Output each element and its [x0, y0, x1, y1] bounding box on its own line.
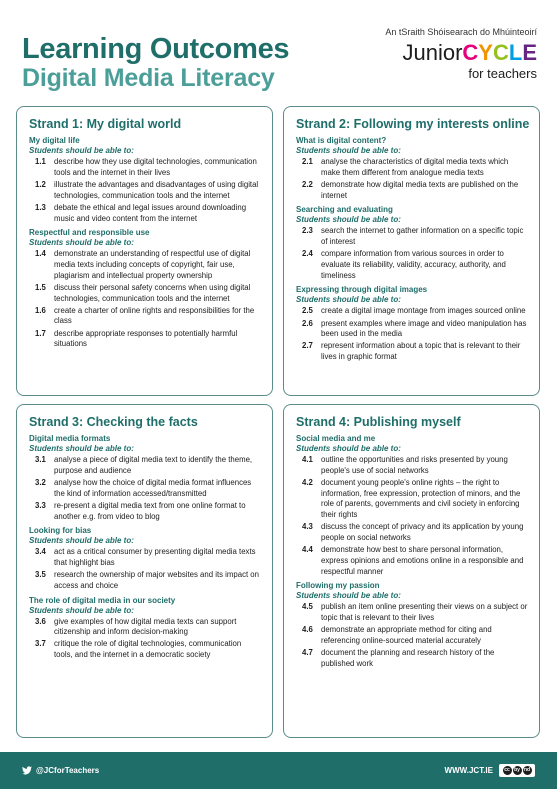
- learning-outcome: [29, 639, 262, 660]
- outcome-number: 4.2: [302, 477, 313, 487]
- section-subheading: Students should be able to:: [296, 215, 401, 225]
- logo-letter: E: [522, 40, 537, 65]
- outcome-number: 2.7: [302, 341, 313, 351]
- outcome-number: 3.1: [35, 455, 46, 464]
- outcome-text: demonstrate an appropriate method for citing and referencing online-sourced material accurately: [321, 625, 492, 645]
- outcome-text: demonstrate an understanding of respectful use of digital media texts including concepts of copyright, fair use, plagiarism and intellectual property ownership: [54, 249, 251, 280]
- learning-outcome: [296, 180, 529, 201]
- outcome-text: analyse a piece of digital media text to identify the theme, purpose and audience: [54, 455, 253, 475]
- outcome-number: 4.7: [302, 648, 313, 658]
- outcome-text: document young people's online rights – the right to information, free expression, protection of minors, and the role of parents, governments and civil society in enforcing their rights: [321, 477, 521, 520]
- outcome-text: describe how they use digital technologies, communication tools and the internet in their lives: [54, 157, 257, 177]
- section-subheading: Students should be able to:: [29, 238, 134, 248]
- outcome-number: 2.1: [302, 157, 313, 166]
- outcome-number: 3.3: [35, 500, 46, 510]
- section-subheading: Students should be able to:: [29, 444, 134, 453]
- outcome-text: research the ownership of major websites and its impact on access and choice: [54, 570, 259, 590]
- learning-outcome: [29, 478, 262, 499]
- outcome-number: 1.2: [35, 179, 46, 189]
- section-subheading: Students should be able to:: [29, 536, 134, 546]
- learning-outcome: [29, 570, 262, 591]
- learning-outcome: [29, 203, 262, 224]
- learning-outcome: [29, 455, 262, 476]
- learning-outcome: [296, 157, 529, 178]
- outcome-number: 2.4: [302, 249, 313, 259]
- outcome-text: document the planning and research history of the published work: [321, 648, 495, 668]
- strand-panel: [16, 106, 273, 396]
- strand-panel: [283, 106, 540, 396]
- outcome-number: 2.5: [302, 306, 313, 316]
- outcome-number: 4.5: [302, 602, 313, 612]
- strand-title: Strand 4: Publishing myself: [296, 415, 461, 429]
- section-title: What is digital content?: [296, 136, 387, 145]
- learning-outcome: [296, 625, 529, 646]
- outcome-text: analyse how the choice of digital media format influences the kind of information accessed/transmitted: [54, 477, 252, 498]
- section-subheading: Students should be able to:: [296, 591, 401, 601]
- junior-cycle-logo[interactable]: [377, 26, 537, 86]
- learning-outcome: [296, 648, 529, 669]
- learning-outcome: [296, 602, 529, 623]
- outcome-number: 3.6: [35, 616, 46, 626]
- license-by-icon: by: [514, 767, 520, 773]
- website-link[interactable]: WWW.JCT.IE: [444, 766, 493, 775]
- outcome-text: compare information from various sources in order to evaluate its reliability, validity, accuracy, authority, and timeliness: [321, 249, 506, 280]
- outcome-text: discuss their personal safety concerns when using digital technologies, communication tools and the internet: [54, 282, 251, 303]
- strand-title: Strand 1: My digital world: [29, 117, 182, 131]
- logo-wordmark: [377, 40, 537, 66]
- outcome-text: give examples of how digital media texts can support citizenship and inform decision-making: [54, 616, 237, 637]
- license-nd-icon: nd: [523, 767, 531, 773]
- page-header: [0, 0, 557, 104]
- logo-letter: C: [492, 40, 509, 65]
- learning-outcome: [29, 329, 262, 350]
- outcome-text: demonstrate how digital media texts are published on the internet: [321, 179, 519, 200]
- strand-title: Strand 3: Checking the facts: [29, 415, 198, 429]
- logo-irish-text: An tSraith Shóisearach do Mhúinteoirí: [385, 27, 537, 37]
- section-title: Social media and me: [296, 434, 376, 443]
- section-subheading: Students should be able to:: [29, 146, 134, 155]
- strand-panel: [283, 404, 540, 738]
- outcome-text: describe appropriate responses to potentially harmful situations: [54, 328, 238, 349]
- section-subheading: Students should be able to:: [29, 605, 134, 615]
- outcome-text: discuss the concept of privacy and its application by young people on social networks: [321, 522, 524, 542]
- outcome-text: act as a critical consumer by presenting digital media texts that highlight bias: [54, 547, 256, 567]
- learning-outcome: [29, 180, 262, 201]
- outcome-number: 4.1: [302, 455, 313, 464]
- learning-outcome: [296, 306, 529, 317]
- section-title: The role of digital media in our society: [29, 595, 176, 605]
- strand-panel: [16, 404, 273, 738]
- outcome-number: 4.3: [302, 522, 313, 532]
- learning-outcome: [296, 478, 529, 521]
- page-subtitle: Digital Media Literacy: [22, 64, 275, 92]
- outcome-text: outline the opportunities and risks presented by young people's use of social networks: [321, 455, 508, 475]
- outcome-text: create a digital image montage from images sourced online: [321, 306, 526, 316]
- outcome-number: 1.3: [35, 202, 46, 212]
- section-title: Looking for bias: [29, 526, 92, 536]
- outcome-number: 3.5: [35, 570, 46, 580]
- page-title: Learning Outcomes: [22, 33, 290, 65]
- outcome-number: 2.2: [302, 179, 313, 189]
- outcome-text: represent information about a topic that is relevant to their lives in graphic format: [321, 341, 521, 362]
- outcome-number: 2.6: [302, 318, 313, 328]
- outcome-number: 2.3: [302, 226, 313, 236]
- learning-outcome: [296, 545, 529, 577]
- outcome-text: publish an item online presenting their views on a subject or topic that is relevant to their lives: [321, 602, 528, 622]
- section-title: My digital life: [29, 136, 80, 145]
- logo-letter: C: [462, 40, 479, 65]
- twitter-handle[interactable]: [22, 765, 99, 776]
- section-subheading: Students should be able to:: [296, 444, 401, 453]
- outcome-text: illustrate the advantages and disadvantages of using digital technologies, communication tools and the internet: [54, 179, 259, 200]
- section-subheading: Students should be able to:: [296, 146, 401, 155]
- creative-commons-license-icon: [499, 764, 535, 777]
- logo-for-teachers: for teachers: [468, 66, 537, 81]
- learning-outcome: [29, 501, 262, 522]
- outcome-text: present examples where image and video manipulation has been used in the media: [321, 318, 527, 339]
- outcome-number: 1.6: [35, 305, 46, 315]
- outcome-number: 1.5: [35, 282, 46, 292]
- learning-outcome: [296, 319, 529, 340]
- outcome-text: demonstrate how best to share personal information, express opinions and emotions online in a responsible and respectful manner: [321, 545, 524, 576]
- logo-junior: Junior: [402, 40, 463, 65]
- learning-outcome: [296, 226, 529, 247]
- outcome-number: 4.4: [302, 545, 313, 555]
- outcome-number: 4.6: [302, 625, 313, 635]
- section-title: Searching and evaluating: [296, 205, 393, 215]
- section-title: Expressing through digital images: [296, 285, 428, 295]
- twitter-icon: [22, 766, 32, 775]
- outcome-number: 3.2: [35, 477, 46, 487]
- outcome-text: critique the role of digital technologies, communication tools, and the internet in a democratic society: [54, 639, 242, 660]
- learning-outcome: [29, 306, 262, 327]
- learning-outcome: [296, 455, 529, 476]
- section-title: Following my passion: [296, 581, 380, 591]
- outcome-text: re-present a digital media text from one online format to another e.g. from video to blog: [54, 500, 246, 521]
- learning-outcome: [29, 547, 262, 568]
- section-title: Respectful and responsible use: [29, 228, 150, 238]
- learning-outcome: [29, 249, 262, 281]
- learning-outcome: [29, 283, 262, 304]
- learning-outcome: [29, 617, 262, 638]
- outcome-text: analyse the characteristics of digital media texts which make them different from analogue media texts: [321, 157, 509, 177]
- outcome-number: 3.7: [35, 639, 46, 649]
- outcome-number: 1.1: [35, 157, 46, 166]
- license-cc-icon: cc: [504, 767, 510, 773]
- page-footer: [0, 752, 557, 789]
- learning-outcome: [296, 341, 529, 362]
- logo-letter: Y: [478, 40, 493, 65]
- outcome-text: search the internet to gather information on a specific topic of interest: [321, 226, 524, 247]
- outcome-text: create a charter of online rights and responsibilities for the class: [54, 305, 255, 326]
- learning-outcome: [296, 249, 529, 281]
- outcome-number: 1.4: [35, 249, 46, 259]
- learning-outcome: [296, 522, 529, 543]
- section-title: Digital media formats: [29, 434, 111, 443]
- learning-outcome: [29, 157, 262, 178]
- strand-title: Strand 2: Following my interests online: [296, 117, 530, 131]
- outcome-text: debate the ethical and legal issues around downloading music and video content from the internet: [54, 202, 247, 223]
- outcome-number: 3.4: [35, 547, 46, 557]
- outcome-number: 1.7: [35, 328, 46, 338]
- logo-letter: L: [508, 40, 523, 65]
- twitter-handle-text: @JCforTeachers: [36, 766, 100, 775]
- section-subheading: Students should be able to:: [296, 295, 401, 305]
